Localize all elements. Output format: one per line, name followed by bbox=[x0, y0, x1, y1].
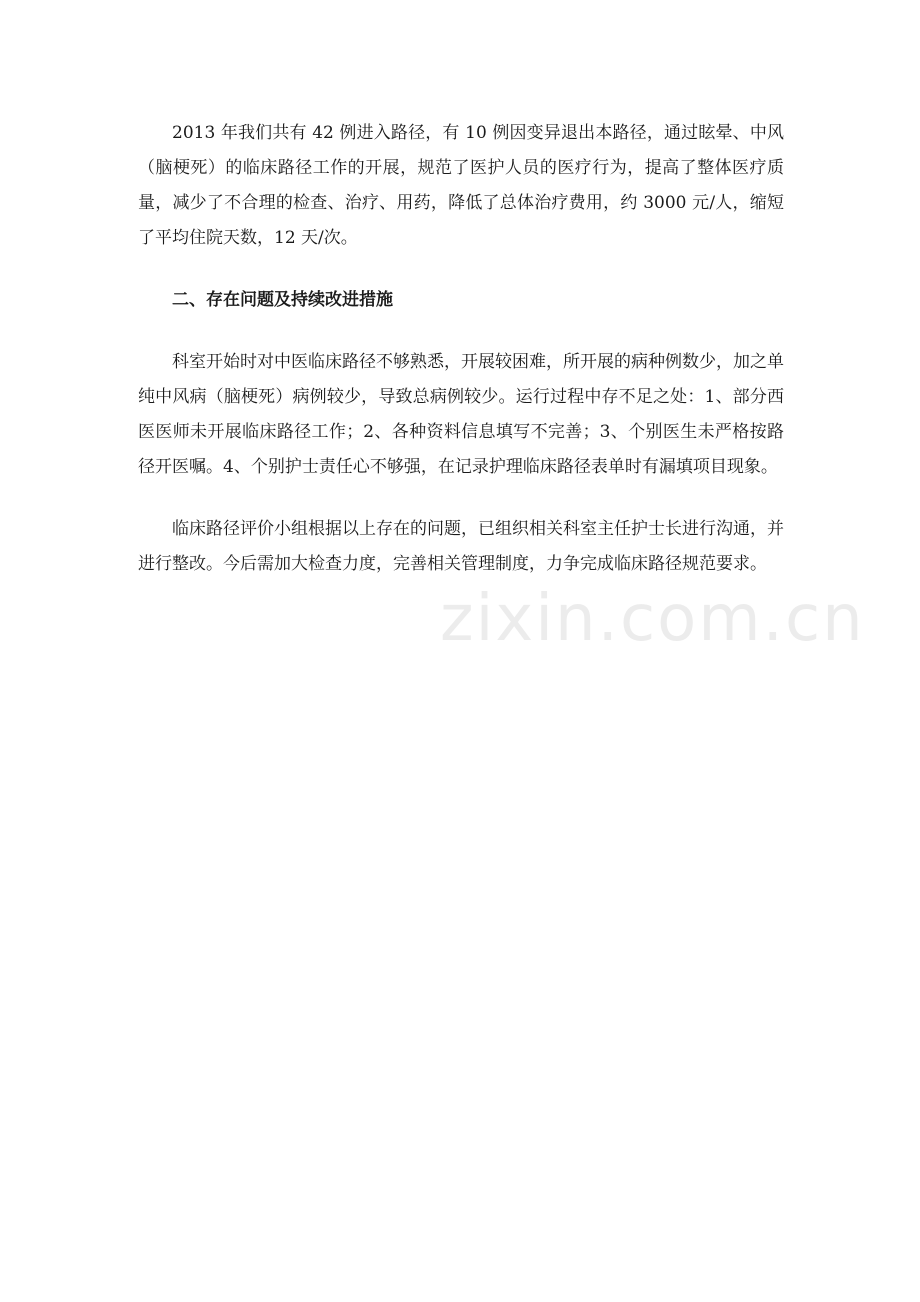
watermark: zixin.com.cn bbox=[440, 582, 865, 656]
document-body bbox=[138, 116, 784, 609]
paragraph-problems: 科室开始时对中医临床路径不够熟悉，开展较困难，所开展的病种例数少，加之单纯中风病（脑梗死）病例较少，导致总病例较少。运行过程中存不足之处：1、部分西医医师未开展临床路径工作；2、各种资料信息填写不完善；3、个别医生未严格按路径开医嘱。4、个别护士责任心不够强，在记录护理临床路径表单时有漏填项目现象。 bbox=[138, 352, 784, 477]
paragraph-improvements: 临床路径评价小组根据以上存在的问题，已组织相关科室主任护士长进行沟通，并进行整改。今后需加大检查力度，完善相关管理制度，力争完成临床路径规范要求。 bbox=[138, 519, 784, 574]
section-heading-problems: 二、存在问题及持续改进措施 bbox=[172, 290, 393, 310]
paragraph-results: 2013 年我们共有 42 例进入路径，有 10 例因变异退出本路径，通过眩晕、中风（脑梗死）的临床路径工作的开展，规范了医护人员的医疗行为，提高了整体医疗质量，减少了不合理的检查、治疗、用药，降低了总体治疗费用，约 3000 元/人，缩短了平均住院天数，12 天/次。 bbox=[138, 123, 784, 248]
